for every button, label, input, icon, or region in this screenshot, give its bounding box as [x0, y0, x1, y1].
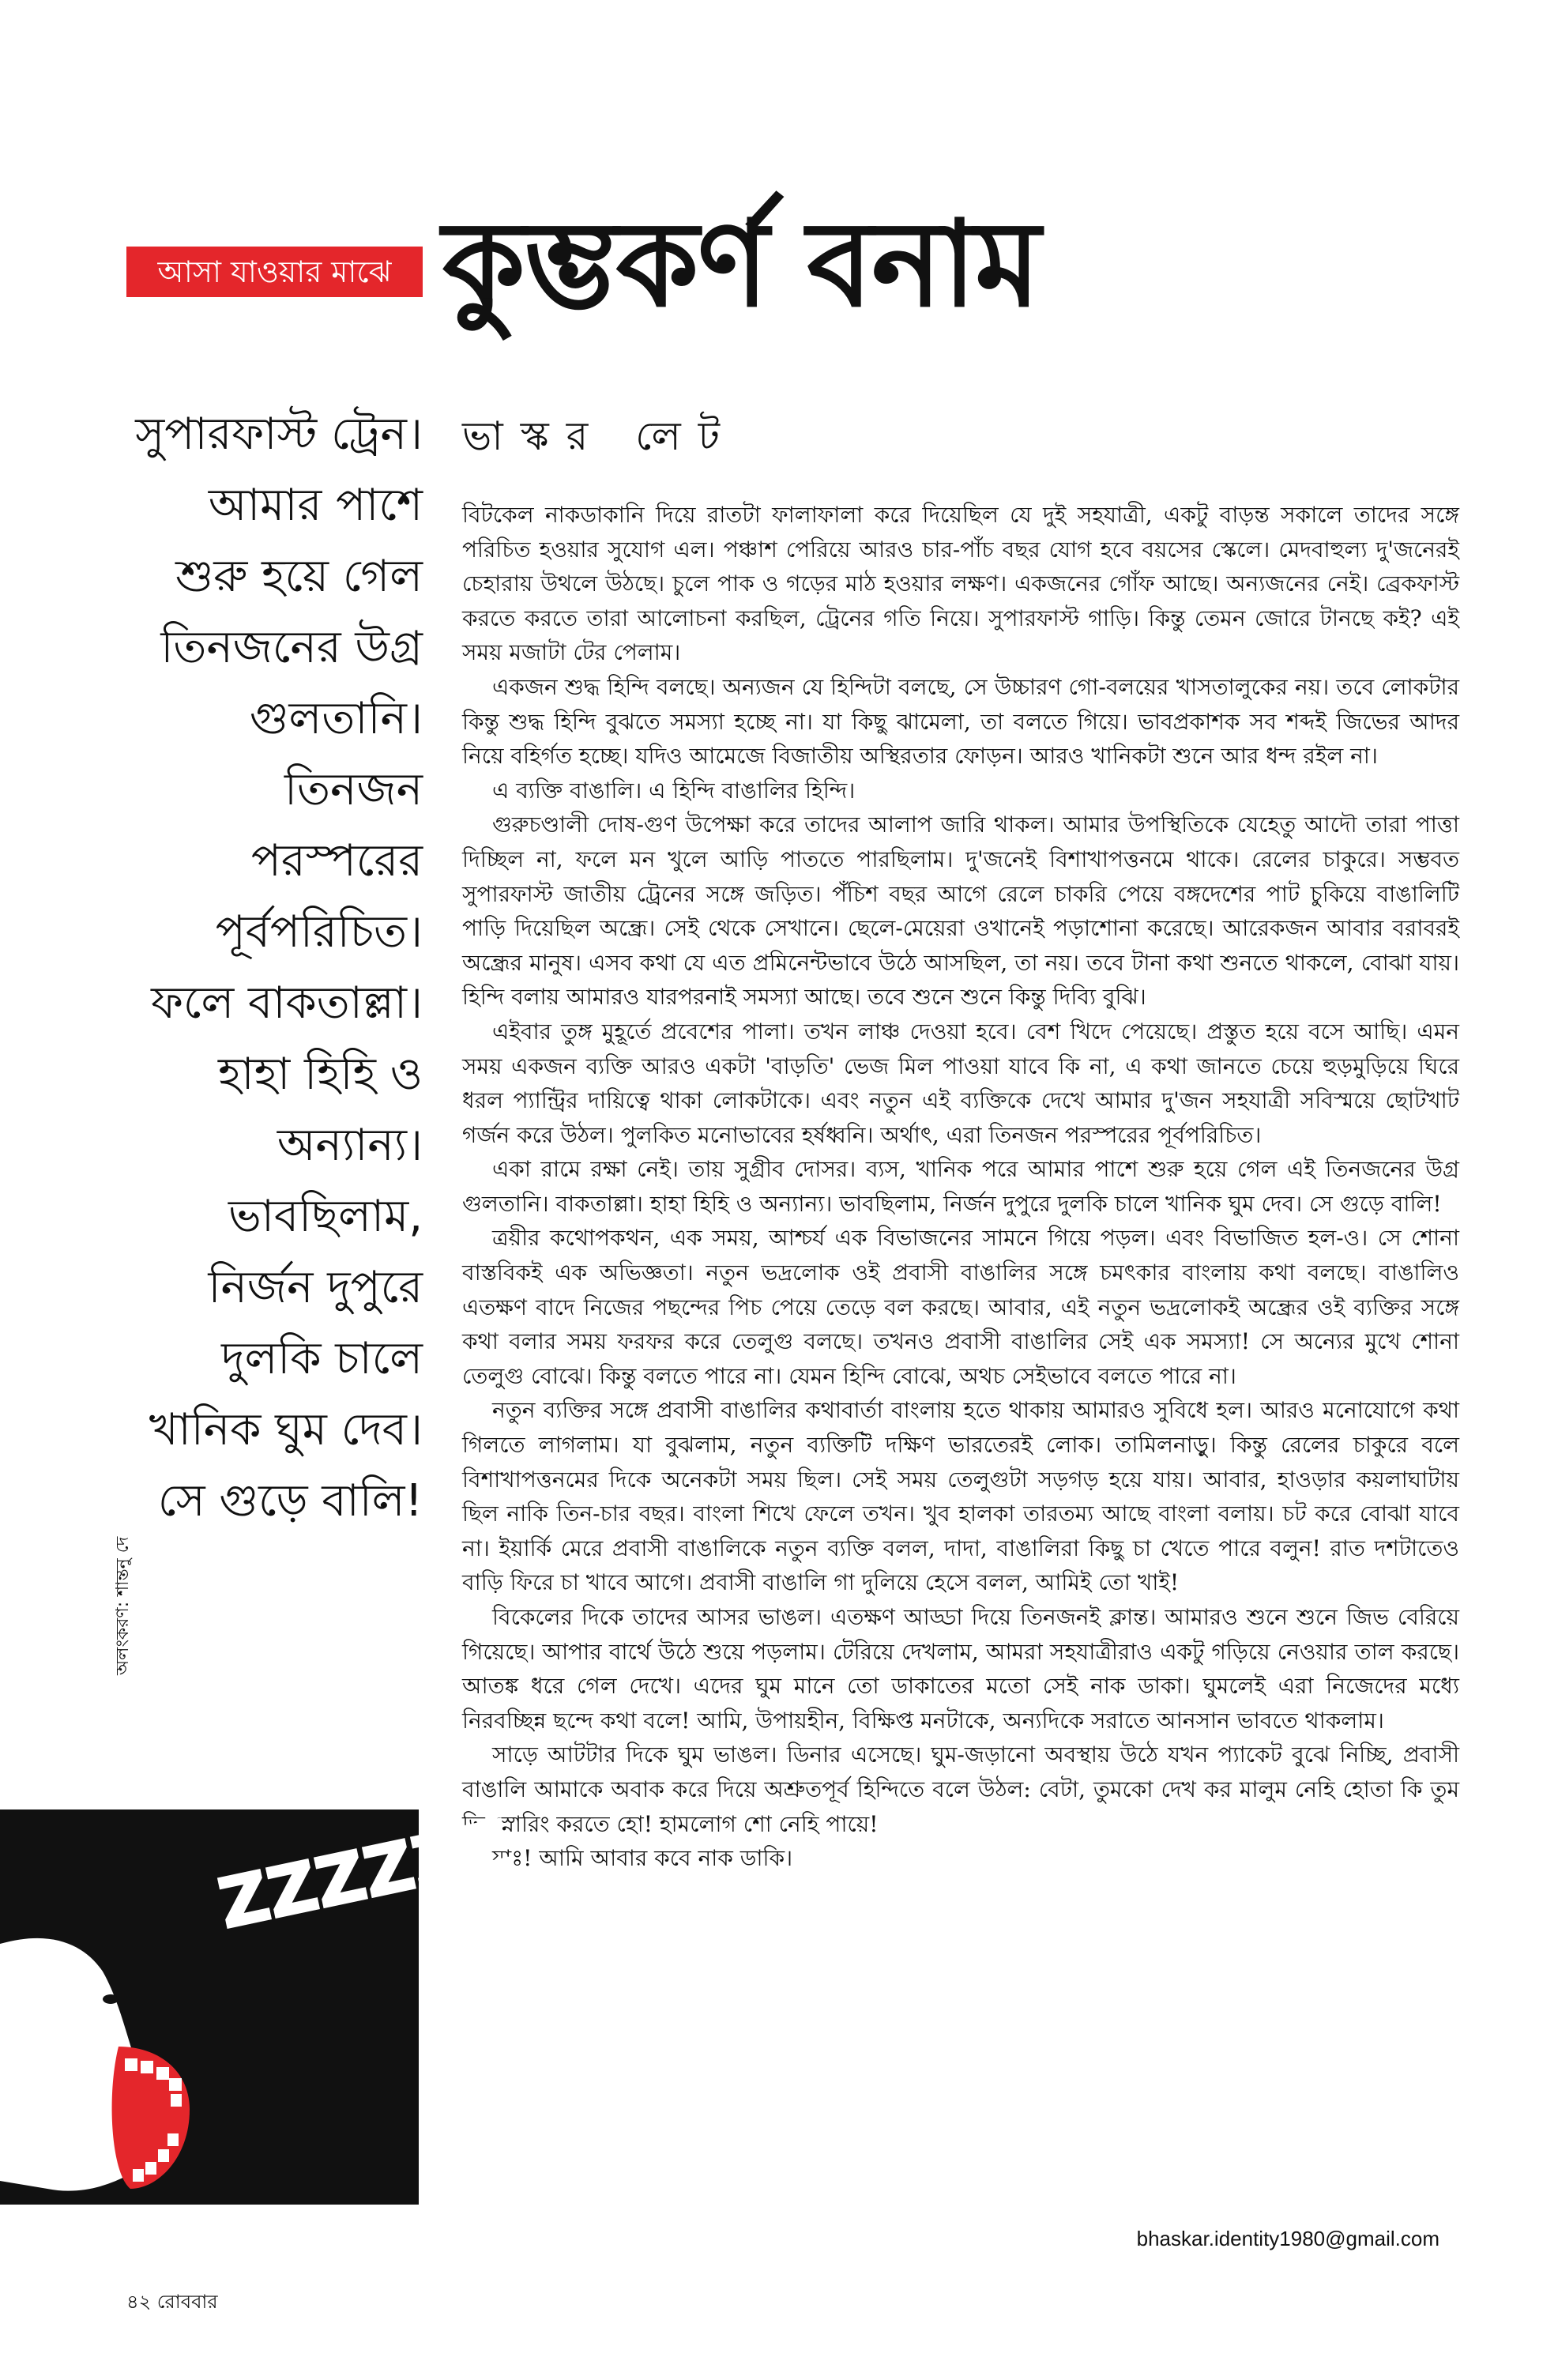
snore-text: ZZZZZZ — [212, 1805, 518, 1945]
byline: ভাস্কর লেট — [462, 413, 737, 459]
section-tag: আসা যাওয়ার মাঝে — [126, 247, 423, 297]
pull-quote-line: তিনজন — [284, 764, 423, 815]
pull-quote-line: হাহা হিহি ও — [217, 1049, 423, 1100]
pull-quote-line: পূর্বপরিচিত। — [215, 906, 423, 958]
paragraph: একজন শুদ্ধ হিন্দি বলছে। অন্যজন যে হিন্দিটা বলছে, সে উচ্চারণ গো-বলয়ের খাসতালুকের নয়। তবে লোকটার কিন্তু শুদ্ধ হিন্দি বুঝতে সমস্যা হচ্ছে না। যা কিছু ঝামেলা, তা বলতে গিয়ে। ভাবপ্রকাশক সব শব্দই জিভের আদর নিয়ে বহির্গত হচ্ছে। যদিও আমেজে বিজাতীয় অস্থিরতার ফোড়ন। আরও খানিকটা শুনে আর ধন্দ রইল না। — [462, 673, 1459, 770]
paragraph: এ ব্যক্তি বাঙালি। এ হিন্দি বাঙালির হিন্দি। — [492, 777, 856, 804]
paragraph: যাঃ! আমি আবার কবে নাক ডাকি। — [492, 1845, 793, 1872]
pull-quote-line: ফলে বাকতাল্লা। — [151, 977, 423, 1029]
paragraph: গুরুচণ্ডালী দোষ-গুণ উপেক্ষা করে তাদের আলাপ জারি থাকল। আমার উপস্থিতিকে যেহেতু আদৌ তারা পাত্তা দিচ্ছিল না, ফলে মন খুলে আড়ি পাততে পারছিলাম। দু'জনেই বিশাখাপত্তনমে থাকে। রেলের চাকুরে। সম্ভবত সুপারফাস্ট জাতীয় ট্রেনের সঙ্গে জড়িত। পঁচিশ বছর আগে রেলে চাকরি পেয়ে বঙ্গদেশের পাট চুকিয়ে বাঙালিটি পাড়ি দিয়েছিল অন্ধ্রে। সেই থেকে সেখানে। ছেলে-মেয়েরা ওখানেই পড়াশোনা করেছে। আরেকজন আবার বরাবরই অন্ধ্রের মানুষ। এসব কথা যে এত প্রমিনেন্টভাবে উঠে আসছিল, তা নয়। তবে টানা কথা শুনতে থাকলে, বোঝা যায়। হিন্দি বলায় আমারও যারপরনাই সমস্যা আছে। তবে শুনে শুনে কিন্তু দিব্যি বুঝি। — [462, 812, 1459, 1011]
pull-quote-line: সুপারফাস্ট ট্রেন। — [135, 409, 423, 460]
pull-quote-line: তিনজনের উগ্র — [160, 622, 423, 673]
paragraph: ত্রয়ীর কথোপকথন, এক সময়, আশ্চর্য এক বিভাজনের সামনে গিয়ে পড়ল। এবং বিভাজিত হল-ও। সে শোনা বাস্তবিকই এক অভিজ্ঞতা। নতুন ভদ্রলোক ওই প্রবাসী বাঙালির সঙ্গে চমৎকার বাংলায় কথা বলছে। বাঙালিও এতক্ষণ বাদে নিজের পছন্দের পিচ পেয়ে তেড়ে বল করছে। আবার, এই নতুন ভদ্রলোকই অন্ধ্রের ওই ব্যক্তির সঙ্গে কথা বলার সময় ফরফর করে তেলুগু বলছে। তখনও প্রবাসী বাঙালির সেই এক সমস্যা! সে অন্যের মুখে শোনা তেলুগু বোঝে। কিন্তু বলতে পারে না। যেমন হিন্দি বোঝে, অথচ সেইভাবে বলতে পারে না। — [462, 1225, 1459, 1389]
author-email[interactable]: bhaskar.identity1980@gmail.com — [1136, 2227, 1439, 2250]
snoring-illustration — [0, 1805, 518, 2205]
pull-quote-line: পরস্পরের — [250, 835, 423, 887]
paragraph: নতুন ব্যক্তির সঙ্গে প্রবাসী বাঙালির কথাবার্তা বাংলায় হতে থাকায় আমারও সুবিধে হল। আরও মনোযোগে কথা গিলতে লাগলাম। যা বুঝলাম, নতুন ব্যক্তিটি দক্ষিণ ভারতেরই লোক। তামিলনাড়ু। কিন্তু রেলের চাকুরে বলে বিশাখাপত্তনমের দিকে অনেকটা সময় ছিল। সেই সময় তেলুগুটা সড়গড় হয়ে যায়। আবার, হাওড়ার কয়লাঘাটায় ছিল নাকি তিন-চার বছর। বাংলা শিখে ফেলে তখন। খুব হালকা তারতম্য আছে বাংলা বলায়। চট করে বোঝা যাবে না। ইয়ার্কি মেরে প্রবাসী বাঙালিকে নতুন ব্যক্তি বলল, দাদা, বাঙালিরা কিছু চা খেতে পারে বলুন! রাত দশটাতেও বাড়ি ফিরে চা খাবে আগে। প্রবাসী বাঙালি গা দুলিয়ে হেসে বলল, আমিই তো খাই! — [462, 1397, 1459, 1596]
pull-quote-line: সে গুড়ে বালি! — [157, 1475, 423, 1527]
pull-quote-line: দুলকি চালে — [221, 1333, 423, 1384]
pull-quote-line: আমার পাশে — [208, 480, 423, 531]
paragraph: একা রামে রক্ষা নেই। তায় সুগ্রীব দোসর। ব্যস, খানিক পরে আমার পাশে শুরু হয়ে গেল এই তিনজনের উগ্র গুলতানি। বাকতাল্লা। হাহা হিহি ও অন্যান্য। ভাবছিলাম, নির্জন দুপুরে দুলকি চালে খানিক ঘুম দেব। সে গুড়ে বালি! — [462, 1156, 1459, 1217]
pull-quote — [95, 399, 423, 1537]
sleeper-nostril — [103, 1994, 119, 2004]
pull-quote-line: অন্যান্য। — [277, 1120, 423, 1171]
article-title: কুম্ভকর্ণ বনাম — [442, 196, 1040, 333]
pull-quote-line: নির্জন দুপুরে — [208, 1262, 423, 1313]
paragraph: সাড়ে আটটার দিকে ঘুম ভাঙল। ডিনার এসেছে। ঘুম-জড়ানো অবস্থায় উঠে যখন প্যাকেট বুঝে নিচ্ছি, প্রবাসী বাঙালি আমাকে অবাক করে দিয়ে অশ্রুতপূর্ব হিন্দিতে বলে উঠল: বেটা, তুমকো দেখ কর মালুম নেহি হোতা কি তুম ভি স্নোরিং করতে হো! হামলোগ শো নেহি পায়ে! — [462, 1742, 1459, 1837]
paragraph: বিকেলের দিকে তাদের আসর ভাঙল। এতক্ষণ আড্ডা দিয়ে তিনজনই ক্লান্ত। আমারও শুনে শুনে জিভ বেরিয়ে গিয়েছে। আপার বার্থে উঠে শুয়ে পড়লাম। টেরিয়ে দেখলাম, আমরা সহযাত্রীরাও একটু গড়িয়ে নেওয়ার তাল করছে। আতঙ্ক ধরে গেল দেখে। এদের ঘুম মানে তো ডাকাতের মতো সেই নাক ডাকা। ঘুমলেই এরা নিজেদের মধ্যে নিরবচ্ছিন্ন ছন্দে কথা বলে! আমি, উপায়হীন, বিক্ষিপ্ত মনটাকে, অন্যদিকে সরাতে আনসান ভাবতে থাকলাম। — [462, 1604, 1459, 1734]
illustration-credit: অলংকরণ: শান্তনু দে — [113, 1536, 133, 1675]
pull-quote-line: শুরু হয়ে গেল — [175, 551, 423, 602]
article-body — [462, 498, 1459, 1876]
pull-quote-line: গুলতানি। — [249, 693, 423, 744]
page-footer: ৪২ রোববার — [126, 2291, 218, 2313]
pull-quote-line: খানিক ঘুম দেব। — [149, 1404, 423, 1455]
pull-quote-line: ভাবছিলাম, — [228, 1191, 423, 1242]
paragraph: বিটকেল নাকডাকানি দিয়ে রাতটা ফালাফালা করে দিয়েছিল যে দুই সহযাত্রী, একটু বাড়ন্ত সকালে তাদের সঙ্গে পরিচিত হওয়ার সুযোগ এল। পঞ্চাশ পেরিয়ে আরও চার-পাঁচ বছর যোগ হবে বয়সের স্কেলে। মেদবাহুল্য দু'জনেরই চেহারায় উথলে উঠছে। চুলে পাক ও গড়ের মাঠ হওয়ার লক্ষণ। একজনের গোঁফ আছে। অন্যজনের নেই। ব্রেকফাস্ট করতে করতে তারা আলোচনা করছিল, ট্রেনের গতি নিয়ে। সুপারফাস্ট গাড়ি। কিন্তু তেমন জোরে টানছে কই? এই সময় মজাটা টের পেলাম। — [462, 502, 1459, 666]
paragraph: এইবার তুঙ্গ মুহূর্তে প্রবেশের পালা। তখন লাঞ্চ দেওয়া হবে। বেশ খিদে পেয়েছে। প্রস্তুত হয়ে বসে আছি। এমন সময় একজন ব্যক্তি আরও একটা 'বাড়তি' ভেজ মিল পাওয়া যাবে কি না, এ কথা জানতে চেয়ে হুড়মুড়িয়ে ঘিরে ধরল প্যান্ট্রির দায়িত্বে থাকা লোকটাকে। এবং নতুন এই ব্যক্তিকে দেখে আমার দু'জন সহযাত্রী সবিস্ময়ে ছোটখাট গর্জন করে উঠল। পুলকিত মনোভাবের হর্ষধ্বনি। অর্থাৎ, এরা তিনজন পরস্পরের পূর্বপরিচিত। — [462, 1018, 1459, 1148]
